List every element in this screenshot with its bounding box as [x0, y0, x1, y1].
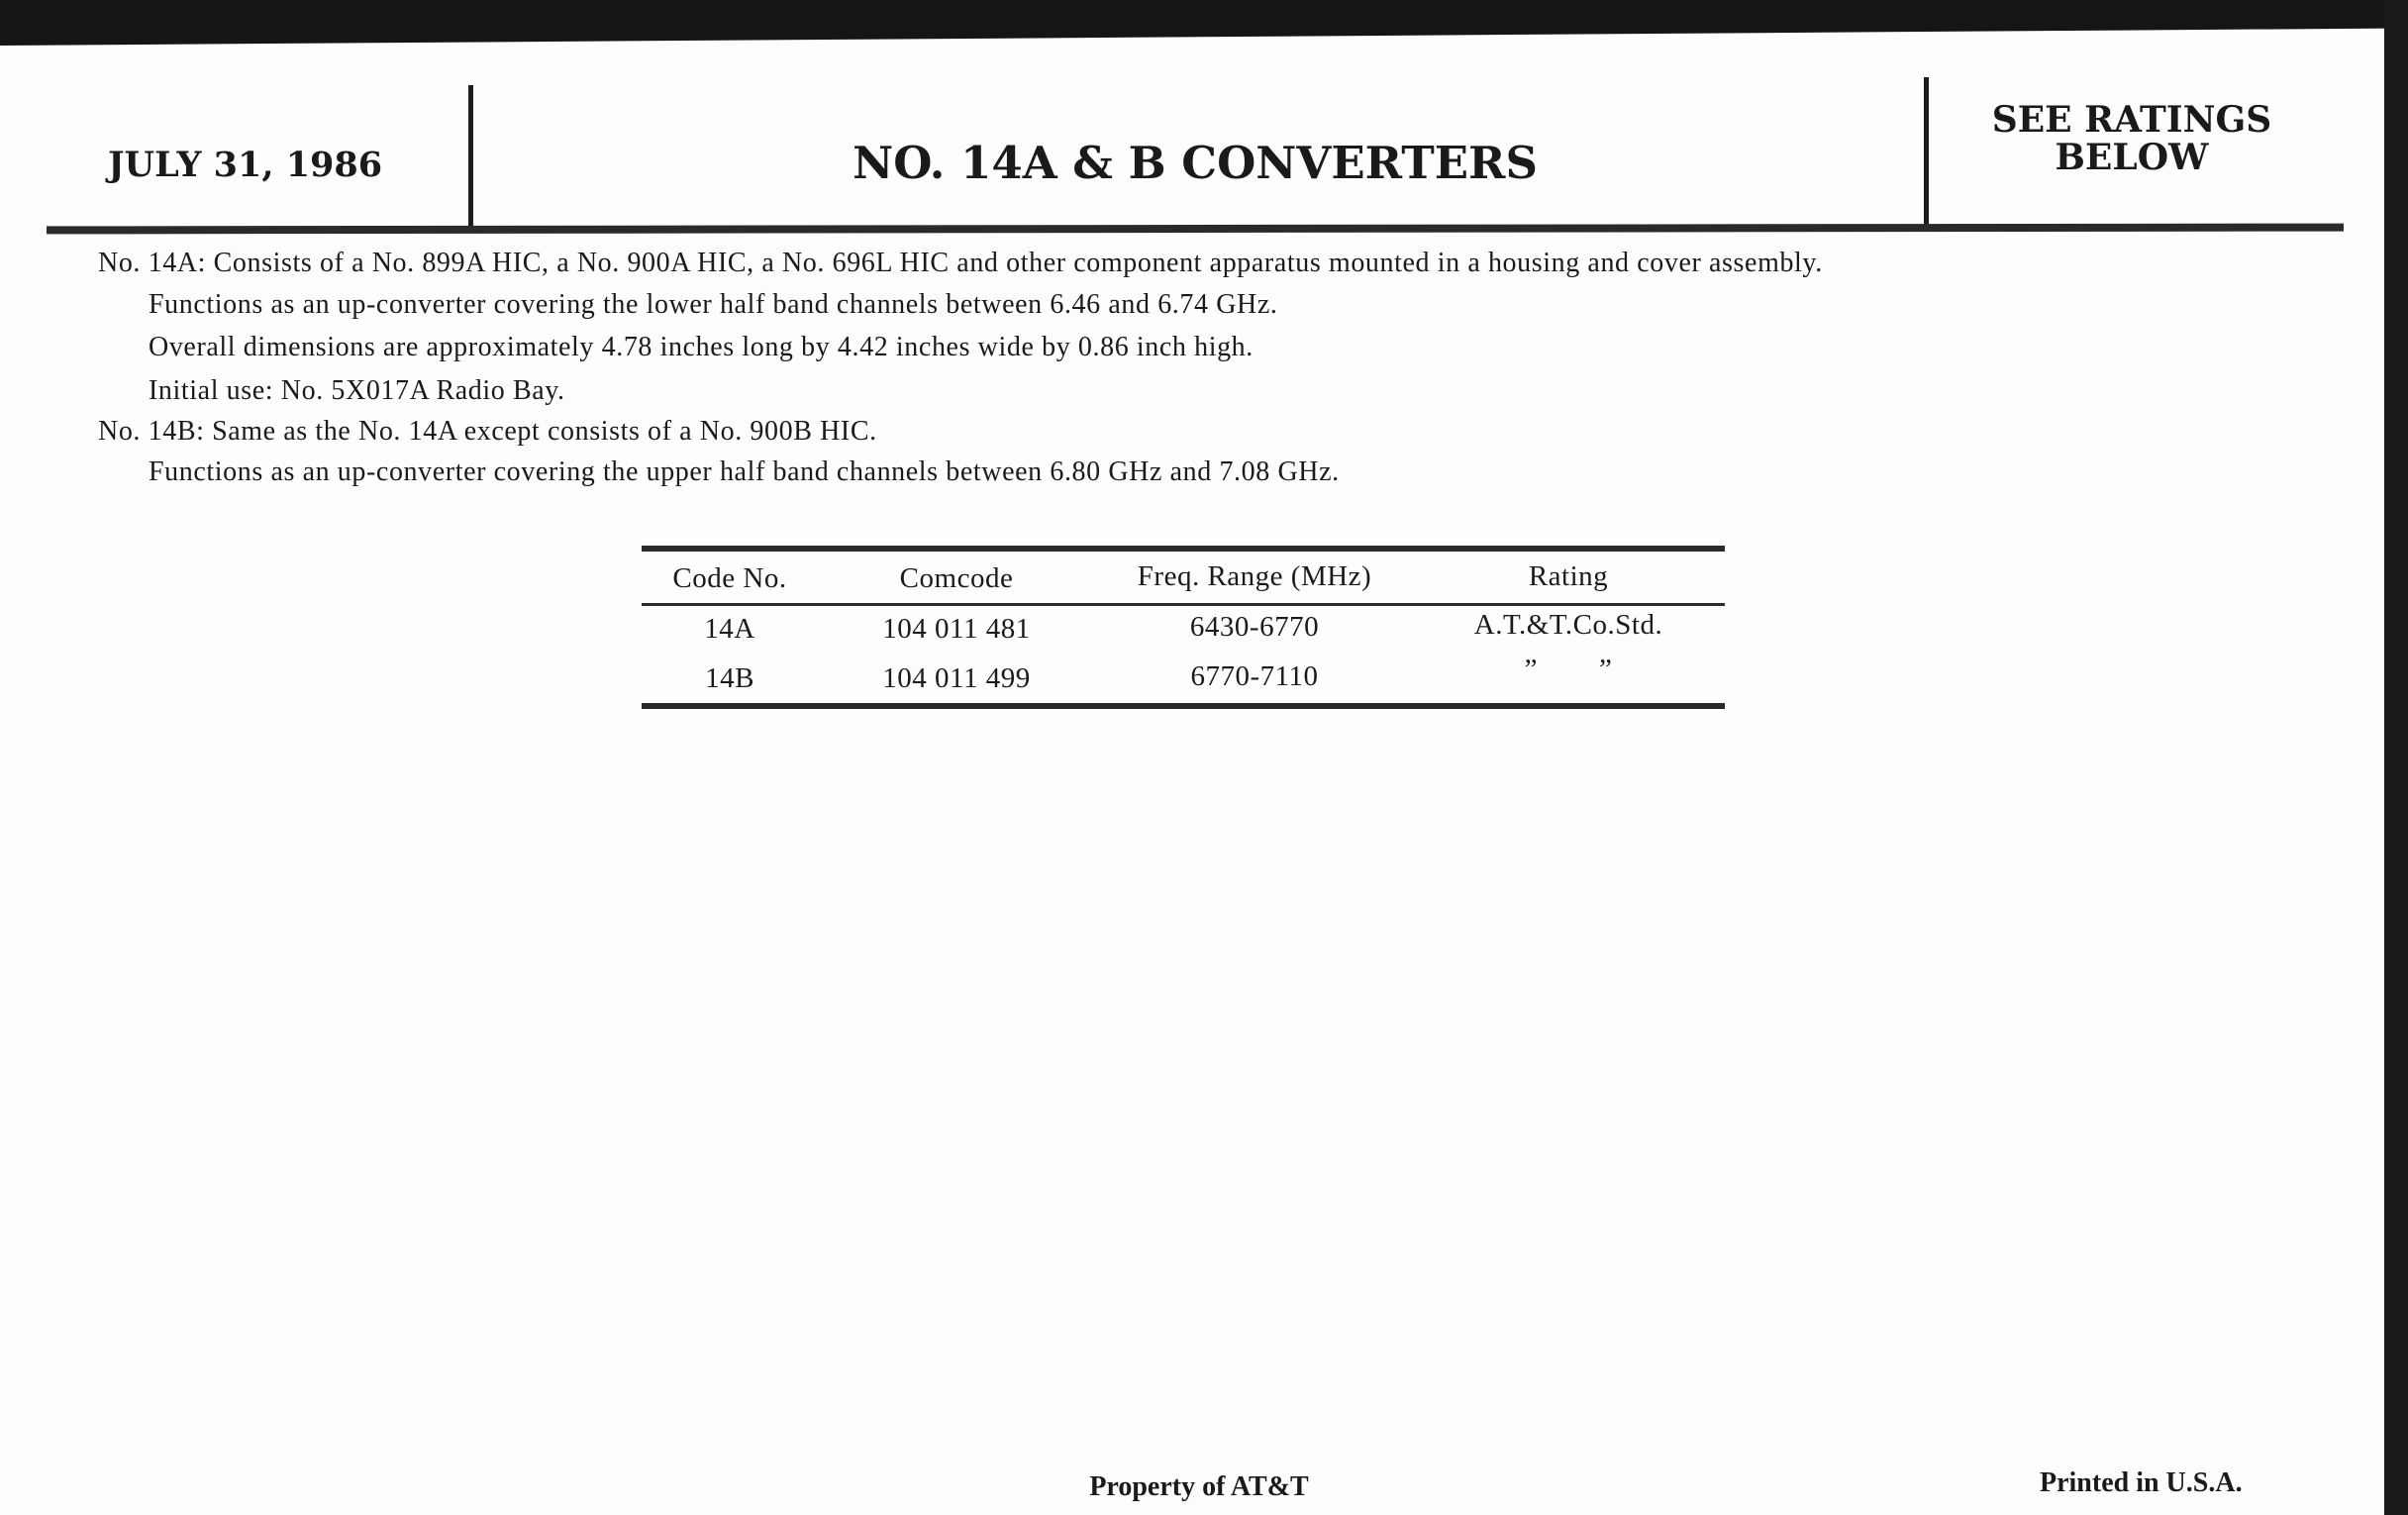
table-header-code: Code No.: [672, 562, 787, 594]
table-bottom-rule: [642, 703, 1725, 709]
footer-printed: Printed in U.S.A.: [2040, 1467, 2243, 1498]
cell-code: 14B: [705, 662, 754, 694]
ratings-note: [1992, 101, 2272, 176]
cell-code: 14A: [704, 613, 755, 645]
body-line: No. 14A: Consists of a No. 899A HIC, a No. 900A HIC, a No. 696L HIC and other component apparatus mounted in a housing and cover assembly.: [98, 248, 1823, 278]
body-line: Functions as an up-converter covering the upper half band channels between 6.80 GHz and 7.08 GHz.: [149, 456, 1340, 487]
body-line: Functions as an up-converter covering the lower half band channels between 6.46 and 6.74 GHz.: [149, 289, 1278, 320]
cell-rating: ” ”: [1524, 654, 1613, 685]
footer-property: Property of AT&T: [1089, 1471, 1309, 1502]
ratings-note-line2: BELOW: [2055, 137, 2209, 178]
scan-top-edge: [0, 0, 2408, 46]
body-line: No. 14B: Same as the No. 14A except consists of a No. 900B HIC.: [98, 416, 877, 447]
page-title: NO. 14A & B CONVERTERS: [853, 137, 1538, 189]
header-divider-right: [1924, 77, 1929, 226]
document-date: JULY 31, 1986: [108, 145, 383, 185]
cell-freq: 6770-7110: [1190, 660, 1319, 692]
table-header-freq: Freq. Range (MHz): [1137, 560, 1372, 592]
cell-comcode: 104 011 481: [882, 613, 1031, 645]
table-header-rating: Rating: [1528, 560, 1609, 592]
scan-right-edge: [2384, 0, 2408, 1515]
body-line: Initial use: No. 5X017A Radio Bay.: [149, 375, 565, 406]
ratings-note-line1: SEE RATINGS: [1991, 99, 2272, 141]
header-divider-left: [468, 85, 473, 232]
cell-comcode: 104 011 499: [882, 662, 1031, 694]
header-rule: [47, 224, 2344, 235]
table-header-rule: [642, 603, 1725, 606]
cell-freq: 6430-6770: [1189, 611, 1320, 643]
cell-rating: A.T.&T.Co.Std.: [1473, 609, 1663, 641]
body-line: Overall dimensions are approximately 4.78 inches long by 4.42 inches wide by 0.86 inch high.: [149, 332, 1254, 362]
table-header-comcode: Comcode: [899, 562, 1014, 594]
table-top-rule: [642, 546, 1725, 552]
